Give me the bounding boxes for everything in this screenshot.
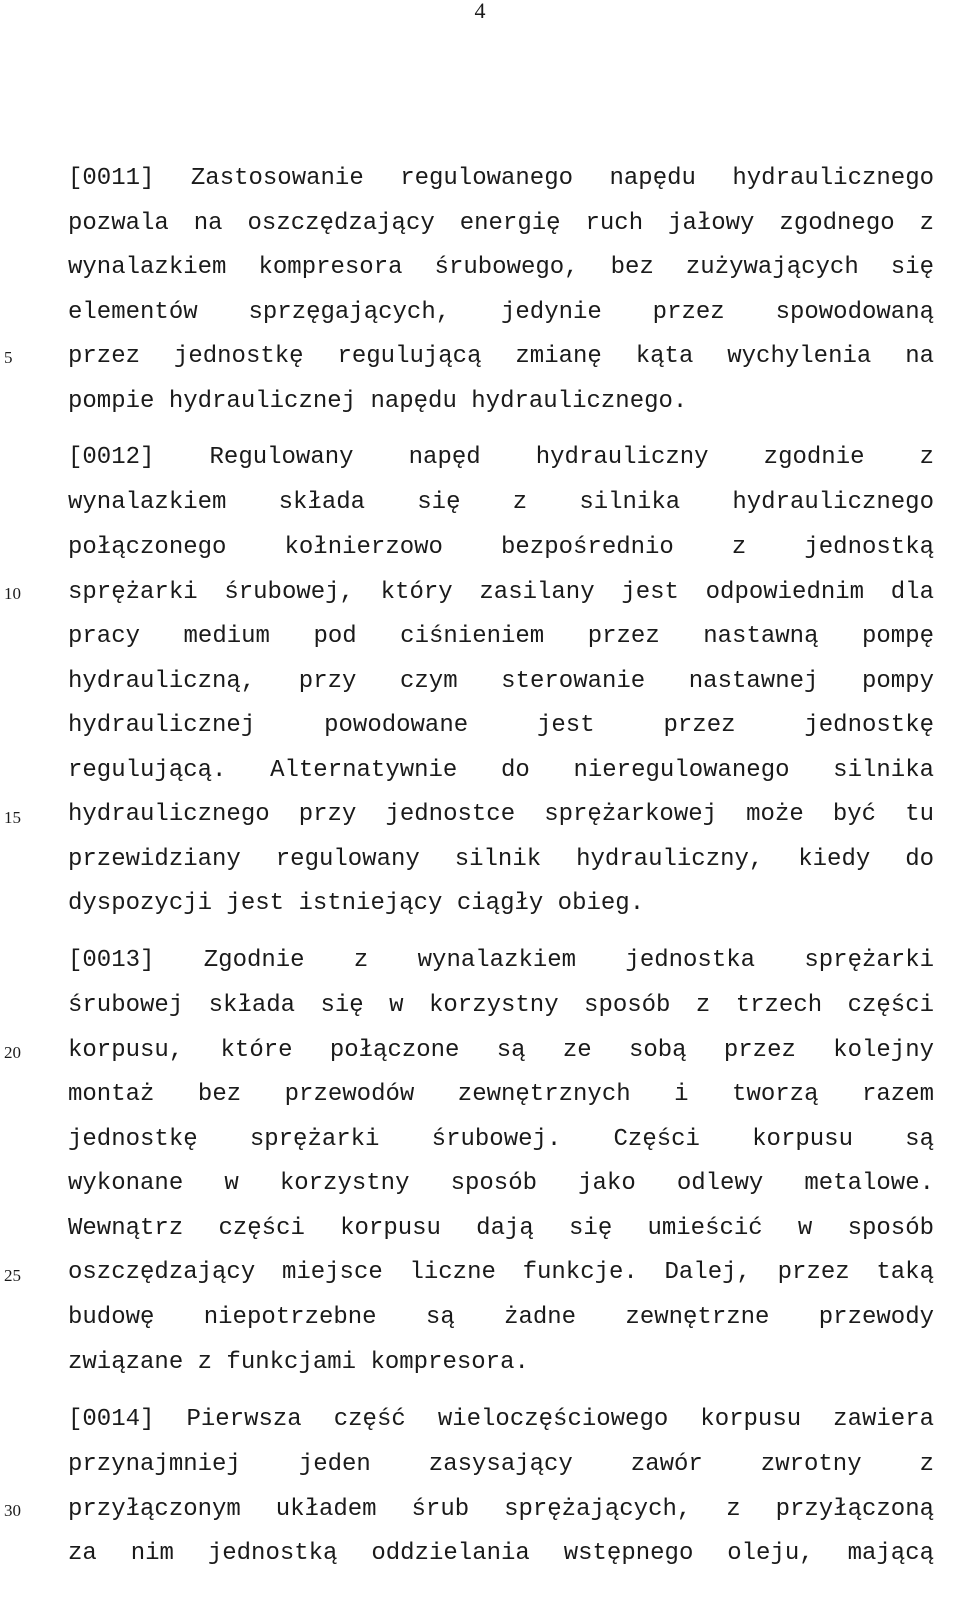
paragraph-tag: [0012] bbox=[68, 444, 155, 471]
text-line: przynajmniej jeden zasysający zawór zwrotny z bbox=[68, 1451, 934, 1478]
text-line: przez jednostkę regulującą zmianę kąta wychylenia na bbox=[68, 343, 934, 370]
text-line: pozwala na oszczędzający energię ruch jałowy zgodnego z bbox=[68, 210, 934, 237]
text-line: sprężarki śrubowej, który zasilany jest odpowiednim dla bbox=[68, 579, 934, 606]
text-line: hydraulicznego przy jednostce sprężarkowej może być tu bbox=[68, 801, 934, 828]
text-line: regulującą. Alternatywnie do nieregulowanego silnika bbox=[68, 757, 934, 784]
line-number: 30 bbox=[4, 1501, 21, 1520]
text-line: przyłączonym układem śrub sprężających, z przyłączoną bbox=[68, 1496, 934, 1523]
text-line: pompie hydraulicznej napędu hydraulicznego. bbox=[68, 388, 688, 415]
text-line: jednostkę sprężarki śrubowej. Części korpusu są bbox=[68, 1126, 934, 1153]
page-number: 4 bbox=[474, 0, 486, 23]
text-line: budowę niepotrzebne są żadne zewnętrzne przewody bbox=[68, 1304, 934, 1331]
text-line: pracy medium pod ciśnieniem przez nastawną pompę bbox=[68, 623, 934, 650]
paragraph-tag: [0014] bbox=[68, 1406, 155, 1433]
text-line: hydraulicznej powodowane jest przez jednostkę bbox=[68, 712, 934, 739]
text-line: oszczędzający miejsce liczne funkcje. Dalej, przez taką bbox=[68, 1259, 934, 1286]
line-number: 15 bbox=[4, 808, 21, 827]
paragraph-tag: [0011] bbox=[68, 165, 155, 192]
text-line: śrubowej składa się w korzystny sposób z trzech części bbox=[68, 992, 934, 1019]
text-line: korpusu, które połączone są ze sobą przez kolejny bbox=[68, 1037, 934, 1064]
line-number: 25 bbox=[4, 1266, 21, 1285]
text-line: dyspozycji jest istniejący ciągły obieg. bbox=[68, 890, 645, 917]
paragraph-tag: [0013] bbox=[68, 947, 155, 974]
text-line: [0011] Zastosowanie regulowanego napędu hydraulicznego bbox=[68, 165, 934, 192]
line-number: 10 bbox=[4, 584, 21, 603]
line-number: 5 bbox=[4, 348, 13, 367]
text-line: hydrauliczną, przy czym sterowanie nastawnej pompy bbox=[68, 668, 934, 695]
text-line: Wewnątrz części korpusu dają się umieścić w sposób bbox=[68, 1215, 934, 1242]
text-line: połączonego kołnierzowo bezpośrednio z jednostką bbox=[68, 534, 934, 561]
text-line: przewidziany regulowany silnik hydrauliczny, kiedy do bbox=[68, 846, 934, 873]
text-line: za nim jednostką oddzielania wstępnego oleju, mającą bbox=[68, 1540, 934, 1567]
text-line: wynalazkiem składa się z silnika hydraulicznego bbox=[68, 489, 934, 516]
text-line: montaż bez przewodów zewnętrznych i tworzą razem bbox=[68, 1081, 934, 1108]
text-line: wykonane w korzystny sposób jako odlewy metalowe. bbox=[68, 1170, 934, 1197]
line-number: 20 bbox=[4, 1043, 21, 1062]
text-line: [0013] Zgodnie z wynalazkiem jednostka sprężarki bbox=[68, 947, 934, 974]
text-line: związane z funkcjami kompresora. bbox=[68, 1349, 529, 1376]
text-line: [0014] Pierwsza część wieloczęściowego korpusu zawiera bbox=[68, 1406, 934, 1433]
text-line: wynalazkiem kompresora śrubowego, bez zużywających się bbox=[68, 254, 934, 281]
text-line: [0012] Regulowany napęd hydrauliczny zgodnie z bbox=[68, 444, 934, 471]
text-line: elementów sprzęgających, jedynie przez spowodowaną bbox=[68, 299, 934, 326]
